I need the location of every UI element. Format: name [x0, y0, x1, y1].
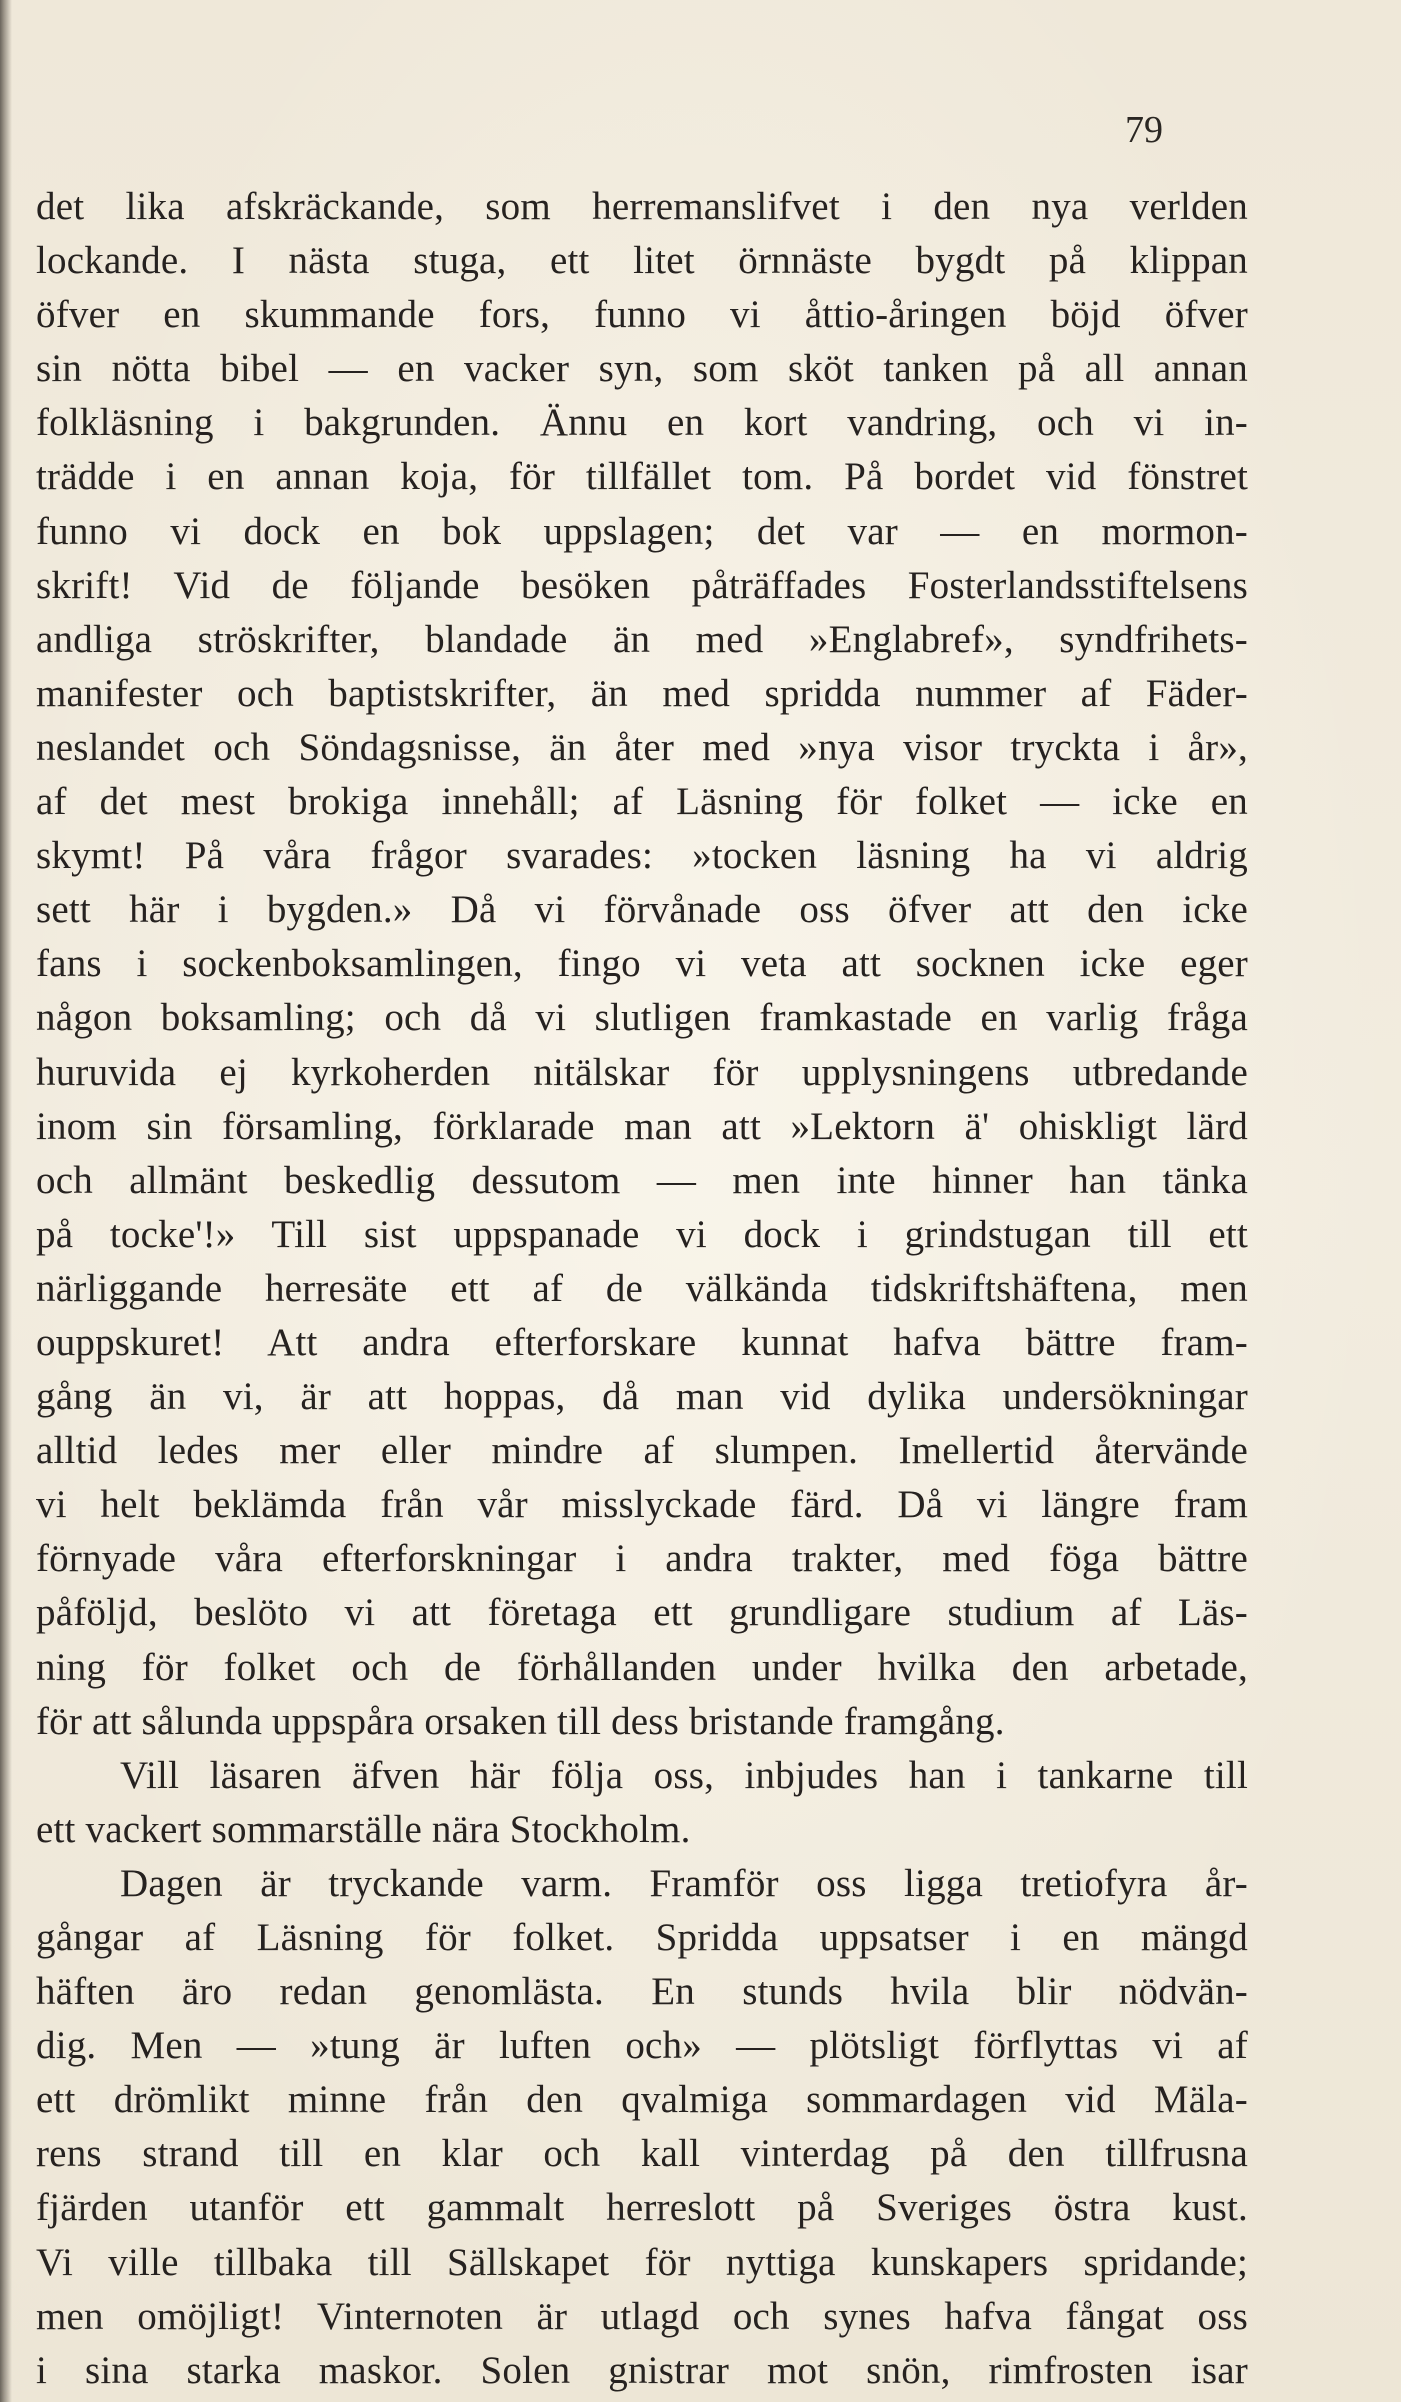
- text-line: ouppskuret! Att andra efterforskare kunnat hafva bättre fram-: [36, 1320, 1248, 1364]
- text-line: manifester och baptistskrifter, än med spridda nummer af Fäder-: [36, 671, 1248, 715]
- text-line: lockande. I nästa stuga, ett litet örnnäste bygdt på klippan: [36, 239, 1248, 283]
- text-line: sin nötta bibel — en vacker syn, som sköt tanken på all annan: [36, 347, 1248, 391]
- text-line: ett drömlikt minne från den qvalmiga sommardagen vid Mäla-: [36, 2078, 1248, 2122]
- text-line: någon boksamling; och då vi slutligen framkastade en varlig fråga: [36, 996, 1248, 1040]
- body-text: [36, 180, 1248, 2398]
- text-line: folkläsning i bakgrunden. Ännu en kort vandring, och vi in-: [36, 401, 1248, 445]
- text-line: funno vi dock en bok uppslagen; det var — en mormon-: [36, 509, 1248, 553]
- text-line: Vill läsaren äfven här följa oss, inbjudes han i tankarne till: [120, 1753, 1248, 1797]
- text-line: fjärden utanför ett gammalt herreslott på Sveriges östra kust.: [36, 2186, 1248, 2230]
- text-line: öfver en skummande fors, funno vi åttio-åringen böjd öfver: [36, 293, 1248, 337]
- page-number: 79: [1125, 109, 1163, 151]
- text-line: alltid ledes mer eller mindre af slumpen. Imellertid återvände: [36, 1429, 1248, 1473]
- text-line: neslandet och Söndagsnisse, än åter med »nya visor tryckta i år»,: [36, 725, 1248, 769]
- text-line: men omöjligt! Vinternoten är utlagd och synes hafva fångat oss: [36, 2294, 1248, 2338]
- text-line: inom sin församling, förklarade man att »Lektorn ä' ohiskligt lärd: [36, 1104, 1248, 1148]
- text-line: trädde i en annan koja, för tillfället tom. På bordet vid fönstret: [36, 455, 1248, 499]
- text-line: rens strand till en klar och kall vinterdag på den tillfrusna: [36, 2132, 1248, 2176]
- text-line: på tocke'!» Till sist uppspanade vi dock i grindstugan till ett: [36, 1212, 1248, 1256]
- text-line: och allmänt beskedlig dessutom — men inte hinner han tänka: [36, 1158, 1248, 1202]
- text-line: närliggande herresäte ett af de välkända tidskriftshäftena, men: [36, 1266, 1248, 1310]
- text-line: fans i sockenboksamlingen, fingo vi veta att socknen icke eger: [36, 942, 1248, 986]
- text-line: påföljd, beslöto vi att företaga ett grundligare studium af Läs-: [36, 1591, 1248, 1635]
- text-line: det lika afskräckande, som herremanslifvet i den nya verlden: [36, 185, 1248, 228]
- text-line: andliga ströskrifter, blandade än med »Englabref», syndfrihets-: [36, 617, 1248, 661]
- text-line: ett vackert sommarställe nära Stockholm.: [36, 1807, 691, 1851]
- text-line: skymt! På våra frågor svarades: »tocken läsning ha vi aldrig: [36, 834, 1248, 878]
- text-line: ning för folket och de förhållanden under hvilka den arbetade,: [36, 1645, 1248, 1689]
- text-line: gångar af Läsning för folket. Spridda uppsatser i en mängd: [36, 1916, 1248, 1959]
- text-line: huruvida ej kyrkoherden nitälskar för upplysningens utbredande: [36, 1050, 1248, 1094]
- text-line: vi helt beklämda från vår misslyckade färd. Då vi längre fram: [36, 1483, 1248, 1527]
- text-line: förnyade våra efterforskningar i andra trakter, med föga bättre: [36, 1537, 1248, 1581]
- text-line: häften äro redan genomlästa. En stunds hvila blir nödvän-: [36, 1970, 1248, 2014]
- page-binding-edge: [0, 0, 12, 2402]
- text-line: Dagen är tryckande varm. Framför oss ligga tretiofyra år-: [120, 1861, 1248, 1905]
- text-line: Vi ville tillbaka till Sällskapet för nyttiga kunskapers spridande;: [36, 2240, 1248, 2284]
- text-line: af det mest brokiga innehåll; af Läsning för folket — icke en: [36, 780, 1248, 824]
- text-line: skrift! Vid de följande besöken påträffades Fosterlandsstiftelsens: [36, 563, 1248, 607]
- text-line: sett här i bygden.» Då vi förvånade oss öfver att den icke: [36, 888, 1248, 932]
- text-line: gång än vi, är att hoppas, då man vid dylika undersökningar: [36, 1375, 1248, 1419]
- text-line: dig. Men — »tung är luften och» — plötsligt förflyttas vi af: [36, 2024, 1248, 2068]
- text-line: i sina starka maskor. Solen gnistrar mot snön, rimfrosten isar: [36, 2348, 1248, 2392]
- text-line: för att sålunda uppspåra orsaken till dess bristande framgång.: [36, 1699, 1005, 1743]
